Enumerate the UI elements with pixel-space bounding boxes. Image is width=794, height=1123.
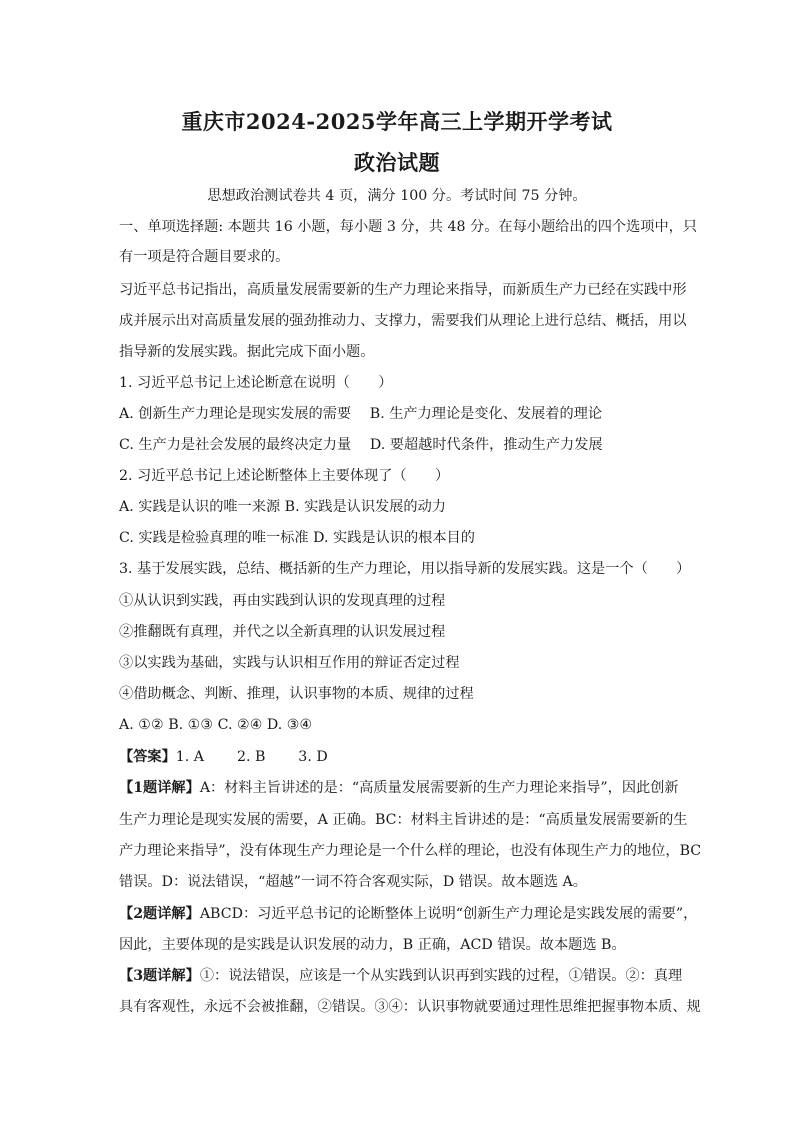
material-line-2: 成并展示出对高质量发展的强劲推动力、支撑力，需要我们从理论上进行总结、概括，用以 — [119, 313, 687, 329]
detail-1-line-1 — [119, 779, 679, 797]
detail-1-line-2: 生产力理论是现实发展的需要，A 正确。BC：材料主旨讲述的是：“高质量发展需要新的生 — [119, 812, 688, 828]
answer-text: 1. A 2. B 3. D — [175, 749, 328, 765]
question-3-statement-3: ③以实践为基础，实践与认识相互作用的辩证否定过程 — [119, 655, 460, 671]
detail-1-line-4: 错误。D：说法错误，“超越”一词不符合客观实际，D 错误。故本题选 A。 — [119, 874, 587, 890]
detail-3-line-1 — [119, 967, 683, 985]
question-3-options: A. ①② B. ①③ C. ②④ D. ③④ — [119, 717, 313, 733]
question-1-stem: 1. 习近平总书记上述论断意在说明（ ） — [119, 375, 393, 391]
detail-3-text-1: ①：说法错误，应该是一个从实践到认识再到实践的过程，①错误。②：真理 — [199, 968, 683, 984]
material-line-1: 习近平总书记指出，高质量发展需要新的生产力理论来指导，而新质生产力已经在实践中形 — [119, 282, 687, 298]
material-line-3: 指导新的发展实践。据此完成下面小题。 — [119, 344, 375, 360]
exam-info: 思想政治测试卷共 4 页，满分 100 分。考试时间 75 分钟。 — [207, 188, 587, 204]
question-3-stem: 3. 基于发展实践，总结、概括新的生产力理论，用以指导新的发展实践。这是一个（ ） — [119, 561, 691, 577]
section-heading-line-1: 一、单项选择题: 本题共 16 小题，每小题 3 分，共 48 分。在每小题给出的四个选项中，只 — [119, 219, 698, 235]
question-2-options-cd: C. 实践是检验真理的唯一标准 D. 实践是认识的根本目的 — [119, 530, 475, 546]
exam-title: 重庆市2024-2025学年高三上学期开学考试 — [181, 109, 613, 134]
detail-1-line-3: 产力理论来指导”，没有体现生产力理论是一个什么样的理论，也没有体现生产力的地位，BC — [119, 843, 702, 859]
section-heading-line-2: 有一项是符合题目要求的。 — [119, 249, 290, 265]
question-3-statement-4: ④借助概念、判断、推理，认识事物的本质、规律的过程 — [119, 686, 474, 702]
exam-subject: 政治试题 — [354, 150, 440, 175]
question-1-options-ab: A. 创新生产力理论是现实发展的需要 B. 生产力理论是变化、发展着的理论 — [119, 406, 603, 422]
question-2-options-ab: A. 实践是认识的唯一来源 B. 实践是认识发展的动力 — [119, 499, 446, 515]
detail-1-text-1: A：材料主旨讲述的是：“高质量发展需要新的生产力理论来指导”，因此创新 — [199, 780, 679, 796]
detail-2-line-1 — [119, 905, 698, 923]
detail-1-label: 【1题详解】 — [119, 780, 200, 796]
detail-2-line-2: 因此，主要体现的是实践是认识发展的动力，B 正确，ACD 错误。故本题选 B。 — [119, 937, 626, 953]
detail-3-line-2: 具有客观性，永远不会被推翻，②错误。③④：认识事物就要通过理性思维把握事物本质、规 — [119, 999, 701, 1015]
question-3-statement-2: ②推翻既有真理，并代之以全新真理的认识发展过程 — [119, 624, 446, 640]
detail-2-text-1: ABCD：习近平总书记的论断整体上说明“创新生产力理论是实践发展的需要”， — [199, 906, 698, 922]
detail-2-label: 【2题详解】 — [119, 906, 200, 922]
detail-3-label: 【3题详解】 — [119, 968, 200, 984]
question-2-stem: 2. 习近平总书记上述论断整体上主要体现了（ ） — [119, 468, 450, 484]
question-1-options-cd: C. 生产力是社会发展的最终决定力量 D. 要超越时代条件，推动生产力发展 — [119, 437, 603, 453]
answer-line — [119, 748, 679, 766]
answer-label: 【答案】 — [119, 749, 176, 765]
question-3-statement-1: ①从认识到实践，再由实践到认识的发现真理的过程 — [119, 593, 446, 609]
